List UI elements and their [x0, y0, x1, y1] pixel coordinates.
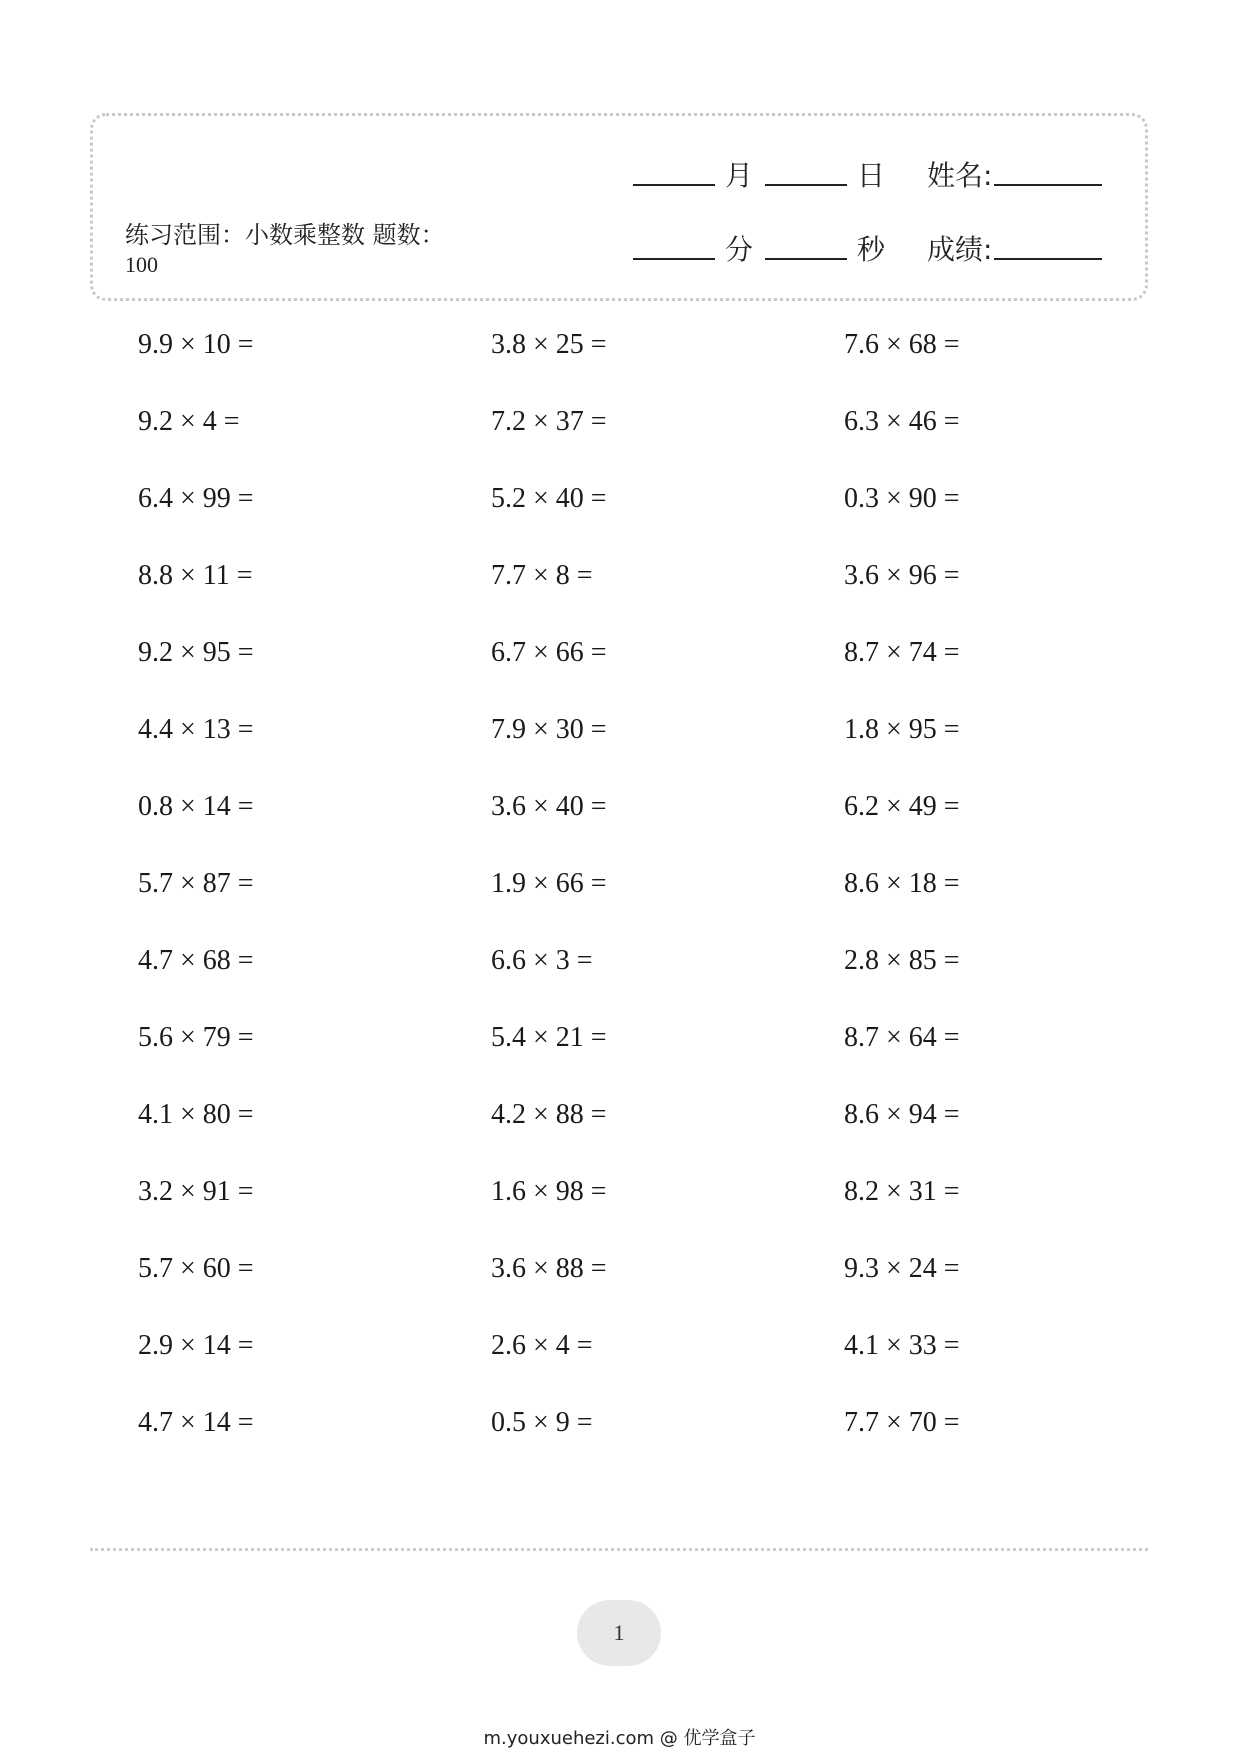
problem-item: 4.2 × 88 = [491, 1099, 607, 1130]
day-label: 日 [857, 159, 886, 192]
problem-item: 6.2 × 49 = [844, 791, 960, 822]
problem-item: 1.9 × 66 = [491, 868, 607, 899]
problem-item: 5.7 × 60 = [138, 1253, 254, 1284]
problem-item: 3.2 × 91 = [138, 1176, 254, 1207]
problem-item: 8.7 × 74 = [844, 637, 960, 668]
problem-item: 8.7 × 64 = [844, 1022, 960, 1053]
problem-item: 0.5 × 9 = [491, 1407, 593, 1438]
problem-item: 9.3 × 24 = [844, 1253, 960, 1284]
problem-item: 5.7 × 87 = [138, 868, 254, 899]
practice-scope [125, 220, 495, 280]
problem-count: 100 [125, 252, 158, 277]
problem-item: 4.1 × 33 = [844, 1330, 960, 1361]
name-blank[interactable] [994, 183, 1102, 186]
name-label: 姓名: [927, 159, 993, 192]
page-number: 1 [577, 1600, 661, 1666]
problem-item: 3.6 × 40 = [491, 791, 607, 822]
month-label: 月 [725, 159, 754, 192]
second-label: 秒 [857, 233, 886, 266]
problem-item: 2.8 × 85 = [844, 945, 960, 976]
scope-text: 练习范围：小数乘整数 题数： [125, 221, 445, 249]
day-blank[interactable] [765, 183, 847, 186]
problem-item: 8.8 × 11 = [138, 560, 253, 591]
problem-item: 7.6 × 68 = [844, 329, 960, 360]
problem-item: 4.1 × 80 = [138, 1099, 254, 1130]
problem-item: 2.9 × 14 = [138, 1330, 254, 1361]
score-blank[interactable] [994, 257, 1102, 260]
footer-text: m.youxuehezi.com @ 优学盒子 [483, 1728, 756, 1749]
problem-item: 4.7 × 14 = [138, 1407, 254, 1438]
problem-item: 1.8 × 95 = [844, 714, 960, 745]
problem-item: 6.3 × 46 = [844, 406, 960, 437]
problem-item: 4.4 × 13 = [138, 714, 254, 745]
problem-item: 8.6 × 18 = [844, 868, 960, 899]
minute-label: 分 [725, 233, 754, 266]
problem-item: 9.9 × 10 = [138, 329, 254, 360]
problem-item: 7.9 × 30 = [491, 714, 607, 745]
problem-item: 8.6 × 94 = [844, 1099, 960, 1130]
problem-item: 7.7 × 8 = [491, 560, 593, 591]
second-blank[interactable] [765, 257, 847, 260]
month-blank[interactable] [633, 183, 715, 186]
time-row [633, 230, 1102, 270]
problem-item: 3.8 × 25 = [491, 329, 607, 360]
score-label: 成绩: [927, 233, 993, 266]
problem-item: 5.4 × 21 = [491, 1022, 607, 1053]
problem-item: 6.7 × 66 = [491, 637, 607, 668]
problem-item: 8.2 × 31 = [844, 1176, 960, 1207]
minute-blank[interactable] [633, 257, 715, 260]
problem-item: 4.7 × 68 = [138, 945, 254, 976]
problem-item: 2.6 × 4 = [491, 1330, 593, 1361]
problem-item: 0.8 × 14 = [138, 791, 254, 822]
problem-item: 7.7 × 70 = [844, 1407, 960, 1438]
problem-item: 5.6 × 79 = [138, 1022, 254, 1053]
problem-item: 7.2 × 37 = [491, 406, 607, 437]
header-box [90, 113, 1148, 301]
date-row [633, 156, 1102, 196]
divider [90, 1548, 1148, 1551]
problem-item: 9.2 × 95 = [138, 637, 254, 668]
problem-item: 3.6 × 88 = [491, 1253, 607, 1284]
problem-item: 3.6 × 96 = [844, 560, 960, 591]
problem-item: 0.3 × 90 = [844, 483, 960, 514]
problem-item: 9.2 × 4 = [138, 406, 240, 437]
problem-item: 5.2 × 40 = [491, 483, 607, 514]
problem-item: 1.6 × 98 = [491, 1176, 607, 1207]
problem-item: 6.6 × 3 = [491, 945, 593, 976]
problem-item: 6.4 × 99 = [138, 483, 254, 514]
